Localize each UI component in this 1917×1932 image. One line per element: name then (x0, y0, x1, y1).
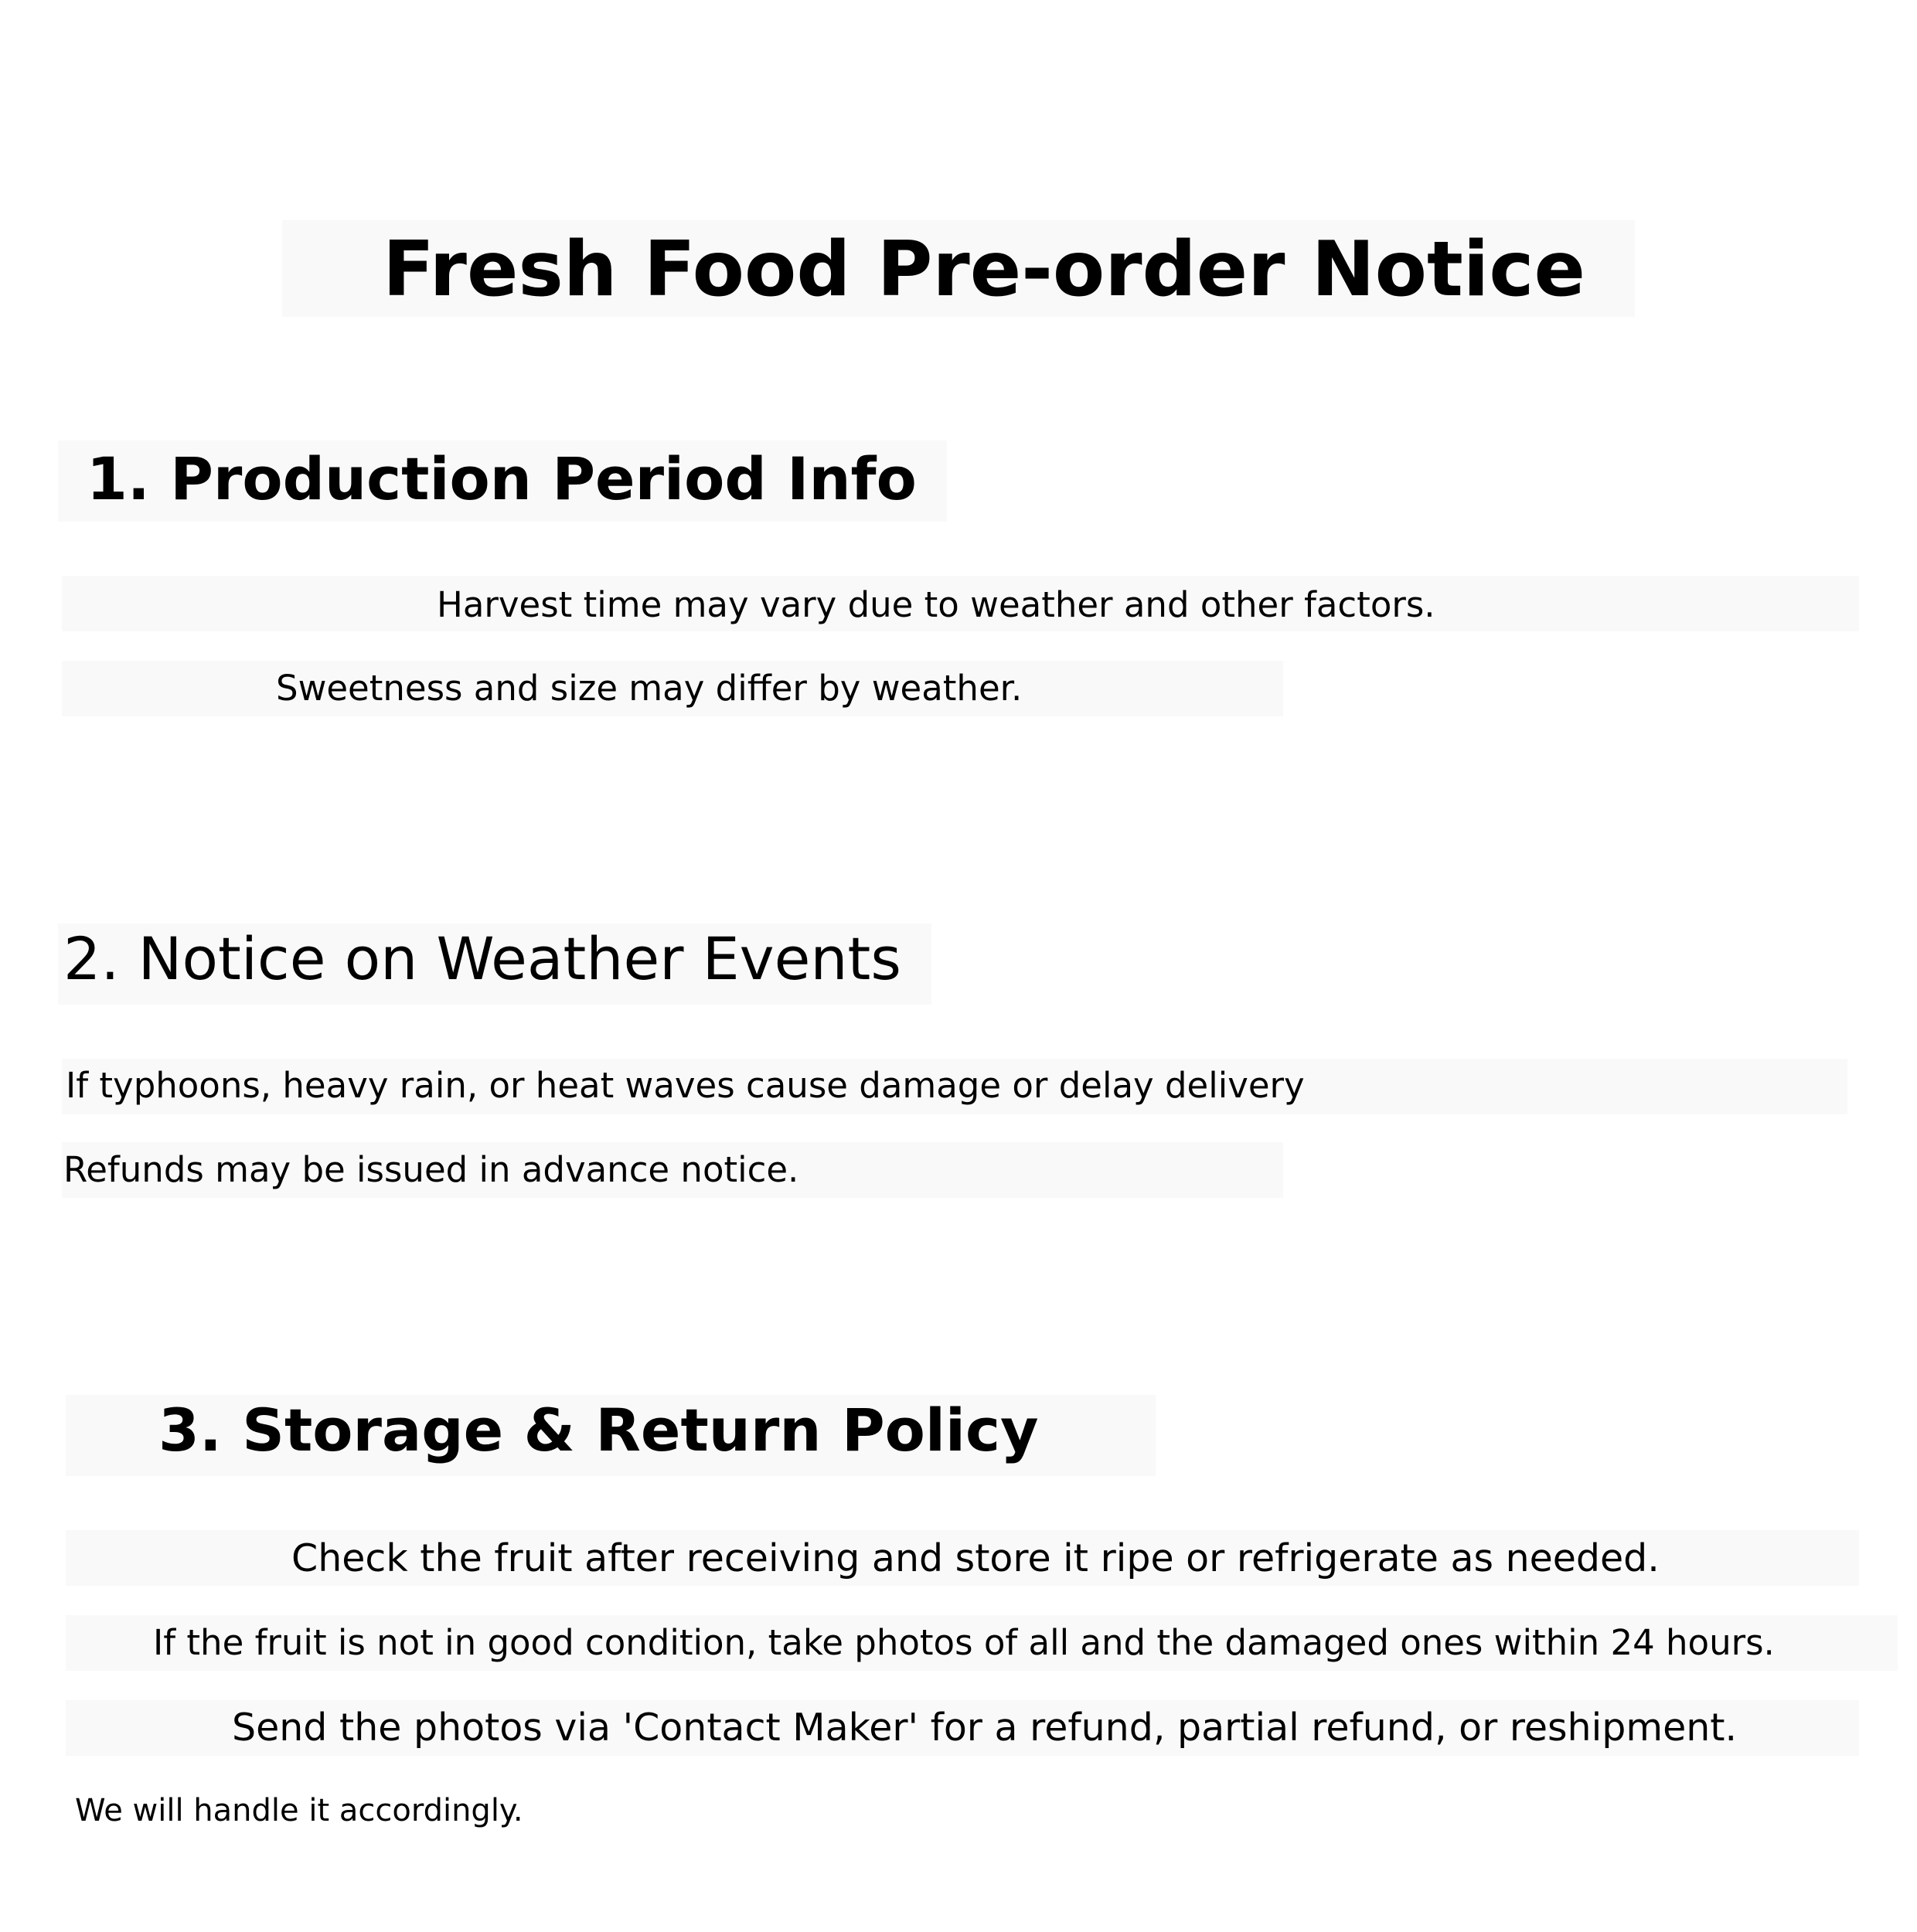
section-3-heading: 3. Storage & Return Policy (158, 1396, 1039, 1464)
section-1-heading: 1. Production Period Info (87, 444, 917, 513)
section-3-line-1: Check the fruit after receiving and store it ripe or refrigerate as needed. (291, 1536, 1660, 1580)
section-1-line-2: Sweetness and size may differ by weather. (276, 668, 1023, 709)
section-2-line-1: If typhoons, heavy rain, or heat waves cause damage or delay delivery (66, 1065, 1305, 1106)
section-1-line-1: Harvest time may vary due to weather and other factors. (437, 584, 1435, 625)
section-2-line-2: Refunds may be issued in advance notice. (63, 1149, 799, 1190)
page-title: Fresh Food Pre-order Notice (383, 226, 1585, 314)
section-3-line-2: If the fruit is not in good condition, take photos of all and the damaged ones within 24 hours. (153, 1622, 1775, 1663)
section-2-heading: 2. Notice on Weather Events (63, 924, 901, 993)
section-3-line-3: Send the photos via 'Contact Maker' for a refund, partial refund, or reshipment. (232, 1706, 1738, 1750)
section-3-line-4: We will handle it accordingly. (75, 1793, 523, 1828)
